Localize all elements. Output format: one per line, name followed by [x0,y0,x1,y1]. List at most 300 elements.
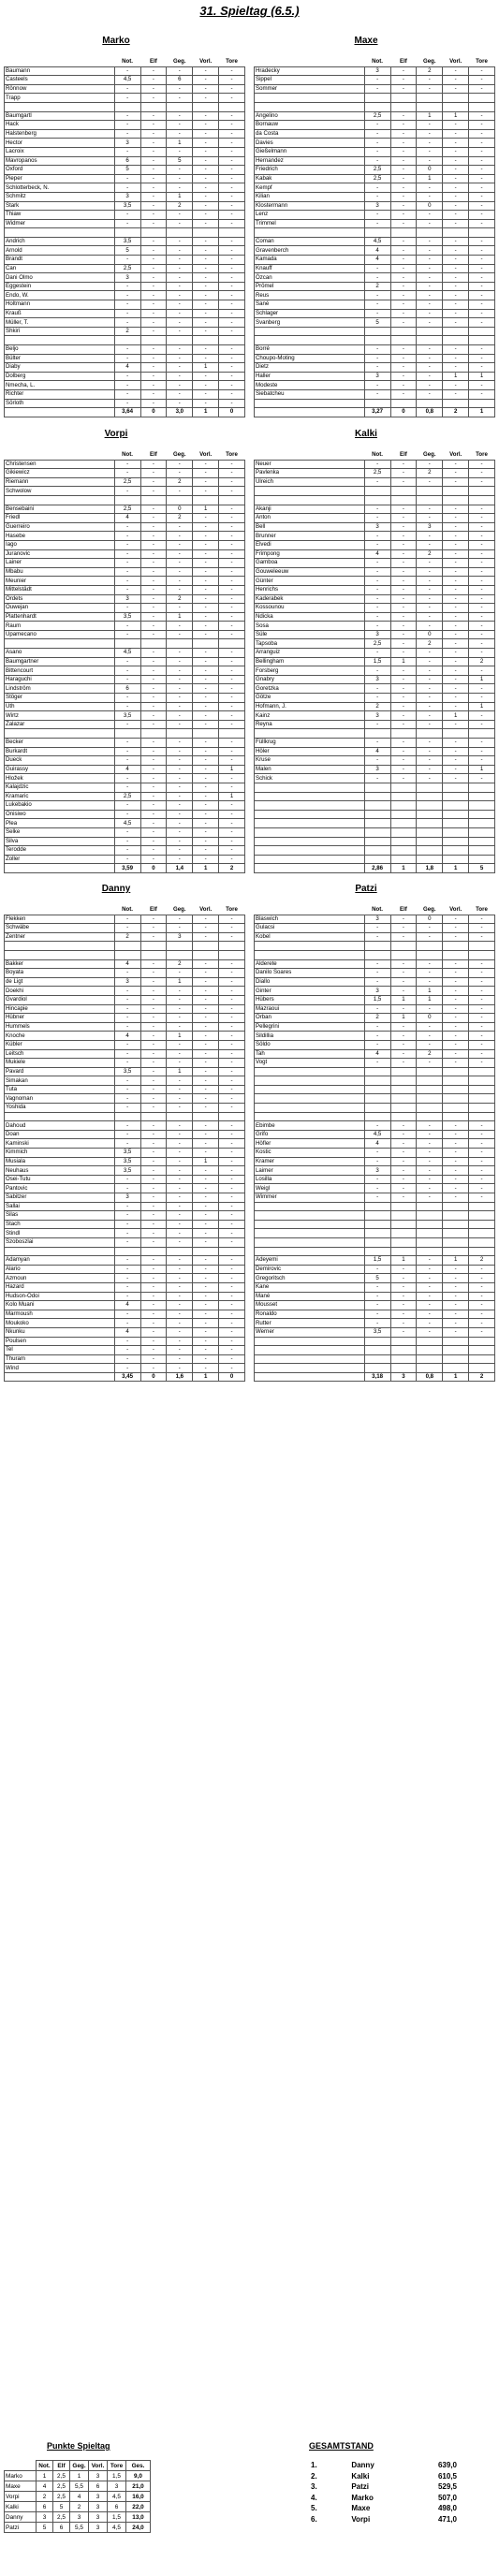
table-row [255,846,495,856]
value-cell [417,1067,443,1076]
sum-cell: 1,4 [167,864,193,873]
value-cell: - [469,987,495,996]
value-cell: - [114,532,140,541]
player-cell: Upamecano [5,630,115,639]
column-header: Elf [53,2461,70,2471]
value-cell: - [167,1274,193,1283]
value-cell: - [167,1256,193,1266]
value-cell: - [443,460,469,469]
value-cell: - [193,1104,219,1113]
value-cell: - [443,540,469,549]
player-cell: Stindl [5,1229,115,1238]
value-cell: - [364,774,390,783]
value-cell: - [417,363,443,373]
value-cell: - [364,739,390,748]
value-cell: - [219,1157,245,1166]
value-cell: - [390,675,417,684]
value-cell: - [469,915,495,924]
table-row [5,237,245,246]
player-cell: Plea [5,819,115,828]
player-cell: Haraguchi [5,675,115,684]
value-cell: - [443,139,469,148]
value-cell: - [219,147,245,156]
rank-cell: 3. [311,2482,317,2492]
player-cell: Hasebe [5,532,115,541]
value-cell: - [140,684,167,694]
table-row [255,942,495,951]
value-cell: 5,5 [70,2523,89,2533]
value-cell [443,1067,469,1076]
value-cell: - [364,1059,390,1068]
value-cell: - [219,183,245,193]
rank-cell: 4. [311,2493,317,2502]
value-cell: - [114,1337,140,1346]
value-cell: - [193,567,219,577]
value-cell: - [167,684,193,694]
player-cell: Neuhaus [5,1166,115,1176]
value-cell: - [417,932,443,942]
value-cell: - [140,1282,167,1292]
player-cell: Shkiri [5,327,115,336]
value-cell: - [469,211,495,220]
value-cell [443,1076,469,1086]
value-cell: - [140,924,167,933]
player-cell: Kramaric [5,792,115,801]
value-cell: - [390,1157,417,1166]
value-cell: 1,5 [364,657,390,666]
value-cell: - [167,1149,193,1158]
table-row [255,66,495,76]
value-cell: - [469,282,495,291]
table-row [5,1067,245,1076]
value-cell: - [219,1364,245,1373]
value-cell: - [443,1040,469,1049]
value-cell: - [193,924,219,933]
table-row [5,1265,245,1274]
value-cell: - [443,657,469,666]
player-cell: Brunner [255,532,365,541]
column-header: Not. [114,906,140,915]
table-row [5,1076,245,1086]
value-cell: - [114,147,140,156]
value-cell: 2 [114,932,140,942]
value-cell [443,94,469,103]
value-cell: - [469,969,495,978]
table-row [5,2471,151,2481]
value-cell: - [364,183,390,193]
value-cell: 3,5 [114,612,140,622]
table-row [5,702,245,711]
player-cell: Kilian [255,192,365,201]
value-cell: - [219,1040,245,1049]
value-cell: - [364,273,390,283]
value-cell: - [443,381,469,390]
value-cell: - [193,66,219,76]
value-cell: 1 [167,1032,193,1041]
player-cell: Gvardiol [5,995,115,1004]
value-cell: - [364,567,390,577]
table-row [5,246,245,256]
table-row [255,1237,495,1247]
value-cell: 2 [417,549,443,559]
value-cell: 1 [417,987,443,996]
value-cell: 4,5 [114,76,140,85]
sum-cell: 1 [469,408,495,417]
value-cell: - [443,684,469,694]
value-cell: - [469,1049,495,1059]
value-cell: - [364,585,390,594]
player-cell: Hradecky [255,66,365,76]
value-cell: - [193,1022,219,1032]
value-cell: - [219,1265,245,1274]
table-row [255,684,495,694]
player-cell: Ronaldo [255,1310,365,1319]
value-cell [390,1202,417,1211]
player-panel [254,36,495,417]
table-row [5,612,245,622]
table-row [5,532,245,541]
table-row [5,192,245,201]
player-cell: Knoche [5,1032,115,1041]
value-cell: - [390,84,417,94]
value-cell: - [417,291,443,300]
value-cell [390,1337,417,1346]
value-cell: - [219,121,245,130]
table-row [5,969,245,978]
value-cell: - [193,1032,219,1041]
value-cell: - [417,1256,443,1266]
value-cell: - [364,720,390,729]
value-cell: - [193,1237,219,1247]
value-cell: - [390,532,417,541]
value-cell: - [469,1166,495,1176]
value-cell: - [193,1067,219,1076]
value-cell: 0 [417,630,443,639]
value-cell: 3 [417,522,443,532]
value-cell: - [193,594,219,604]
player-cell [255,827,365,837]
value-cell: - [193,522,219,532]
value-cell: - [140,487,167,496]
value-cell: - [417,1310,443,1319]
player-cell: Hudson-Odoi [5,1292,115,1301]
table-row [5,666,245,676]
value-cell: - [417,1265,443,1274]
column-header: Tore [219,451,245,460]
value-cell: - [219,1014,245,1023]
value-cell: - [417,594,443,604]
value-cell: 1 [193,505,219,514]
table-row [255,121,495,130]
value-cell: 2,5 [364,111,390,121]
table-row [5,219,245,228]
sum-cell: 3,59 [114,864,140,873]
value-cell: - [167,1157,193,1166]
player-cell: Casteels [5,76,115,85]
value-cell: - [193,1364,219,1373]
punkte-spieltag-title: Punkte Spieltag [47,2441,110,2451]
value-cell: 6 [53,2523,70,2533]
table-row [5,774,245,783]
value-cell: - [114,1175,140,1184]
value-cell: - [443,969,469,978]
column-header: Tore [219,58,245,66]
table-row [255,1149,495,1158]
value-cell: - [219,66,245,76]
value-cell: - [219,219,245,228]
value-cell: 4 [364,549,390,559]
table-row [5,639,245,649]
value-cell: - [167,1265,193,1274]
value-cell: 3,5 [114,1157,140,1166]
player-cell: Andrich [5,237,115,246]
value-cell: - [443,129,469,139]
value-cell: - [219,1292,245,1301]
player-cell: Bensebaini [5,505,115,514]
value-cell: - [140,604,167,613]
value-cell: - [364,1004,390,1014]
table-row [255,1094,495,1104]
table-row [255,354,495,363]
table-row [5,1014,245,1023]
value-cell: - [469,995,495,1004]
value-cell: - [219,1166,245,1176]
player-cell: Eggestein [5,282,115,291]
column-header: Geg. [167,58,193,66]
value-cell: - [193,1202,219,1211]
value-cell: - [167,1014,193,1023]
value-cell: - [193,855,219,864]
value-cell: - [390,639,417,649]
value-cell: 1 [417,174,443,183]
player-cell: Plattenhardt [5,612,115,622]
table-row [255,1292,495,1301]
table-row [5,487,245,496]
value-cell: - [114,1139,140,1149]
value-cell: - [364,1310,390,1319]
value-cell: - [193,1004,219,1014]
column-header: Not. [114,58,140,66]
value-cell: - [219,192,245,201]
value-cell: - [469,1184,495,1193]
table-row [5,2523,151,2533]
player-cell: Kaminski [5,1139,115,1149]
value-cell: - [219,649,245,658]
value-cell: - [114,522,140,532]
value-cell: - [469,1022,495,1032]
value-cell: 3 [89,2492,108,2502]
value-cell: - [140,1059,167,1068]
value-cell: - [114,399,140,408]
table-row [5,336,245,345]
value-cell: 2 [469,657,495,666]
value-cell: - [364,756,390,766]
value-cell: - [219,264,245,273]
value-cell: - [390,1274,417,1283]
value-cell: - [443,1032,469,1041]
value-cell: - [443,264,469,273]
value-cell: - [114,1049,140,1059]
value-cell: 1 [193,363,219,373]
table-row [5,1104,245,1113]
value-cell: - [219,1094,245,1104]
value-cell: 6 [114,684,140,694]
player-cell [255,487,365,496]
value-cell: - [443,747,469,756]
table-row [5,156,245,166]
sum-cell: 2 [443,408,469,417]
value-cell: - [443,1274,469,1283]
value-cell: - [390,987,417,996]
value-cell [417,942,443,951]
value-cell [193,942,219,951]
value-cell: - [417,256,443,265]
value-cell: - [140,1265,167,1274]
sum-cell: 0 [140,408,167,417]
value-cell: - [193,219,219,228]
value-cell: - [390,174,417,183]
value-cell: - [140,702,167,711]
sum-cell: 2 [469,1372,495,1382]
value-cell: - [417,1175,443,1184]
rank-cell: 6. [311,2514,317,2524]
value-cell: 5 [114,166,140,175]
value-cell: - [167,1175,193,1184]
value-cell: - [193,514,219,523]
value-cell: - [443,1184,469,1193]
value-cell: - [219,84,245,94]
value-cell: 0 [167,505,193,514]
value-cell: - [167,577,193,586]
value-cell: - [140,1301,167,1310]
player-cell: Mousset [255,1301,365,1310]
value-cell: 3,5 [364,1327,390,1337]
value-cell: - [469,622,495,631]
value-cell: - [390,264,417,273]
player-cell: Tah [255,1049,365,1059]
table-row [5,94,245,103]
value-cell: - [390,201,417,211]
value-cell: - [390,765,417,774]
value-cell: 3 [114,139,140,148]
value-cell: - [417,924,443,933]
value-cell: - [364,211,390,220]
value-cell: - [140,345,167,355]
value-cell: - [140,969,167,978]
value-cell: - [443,1292,469,1301]
table-row [5,372,245,381]
player-cell: Pieper [5,174,115,183]
value-cell: - [193,246,219,256]
rank-cell: 1. [311,2461,317,2470]
value-cell: - [193,174,219,183]
value-cell: - [140,837,167,846]
value-cell: - [417,264,443,273]
value-cell: - [114,354,140,363]
value-cell: - [193,1059,219,1068]
value-cell: - [114,540,140,549]
player-cell: Mané [255,1292,365,1301]
value-cell [417,1346,443,1355]
value-cell: - [390,66,417,76]
value-cell [364,801,390,811]
column-header: Elf [390,58,417,66]
player-cell: Hložek [5,774,115,783]
value-cell: - [390,211,417,220]
value-cell: - [140,1094,167,1104]
table-row [255,1067,495,1076]
value-cell: - [219,318,245,328]
value-cell: - [219,1282,245,1292]
table-row [5,567,245,577]
value-cell: - [219,1301,245,1310]
value-cell: - [167,363,193,373]
value-cell: - [140,612,167,622]
value-cell: - [390,1032,417,1041]
value-cell: - [364,1022,390,1032]
value-cell: - [390,959,417,969]
table-row [255,345,495,355]
value-cell: - [167,291,193,300]
value-cell [364,1067,390,1076]
value-cell: - [443,1049,469,1059]
table-row [255,1059,495,1068]
value-cell [390,1211,417,1221]
value-cell: - [193,1282,219,1292]
value-cell: - [193,1130,219,1139]
player-cell: Hübner [5,1014,115,1023]
value-cell: - [469,147,495,156]
value-cell: - [193,540,219,549]
value-cell: - [443,192,469,201]
value-cell: - [443,577,469,586]
table-row [255,739,495,748]
player-cell: Juranovic [5,549,115,559]
value-cell: - [364,291,390,300]
value-cell: - [219,783,245,792]
value-cell: - [417,282,443,291]
standing-row [309,2481,459,2493]
value-cell: - [114,1364,140,1373]
value-cell: - [140,1256,167,1266]
value-cell: - [193,1049,219,1059]
table-row [5,675,245,684]
table-row [5,389,245,399]
value-cell: - [364,1040,390,1049]
value-cell: - [140,792,167,801]
value-cell: - [469,1301,495,1310]
value-cell: - [390,372,417,381]
table-row [255,228,495,238]
value-cell: - [167,694,193,703]
value-cell: - [390,1184,417,1193]
value-cell: - [469,604,495,613]
value-cell: - [140,147,167,156]
value-cell: - [114,211,140,220]
value-cell: - [193,765,219,774]
player-name: Patzi [355,884,377,894]
value-cell: - [390,747,417,756]
value-cell: - [443,630,469,639]
table-row [5,2481,151,2492]
table-row [5,1354,245,1364]
value-cell: - [114,549,140,559]
value-cell: - [140,300,167,310]
table-row [5,2492,151,2502]
value-cell: - [219,477,245,487]
player-cell: Kübler [5,1040,115,1049]
value-cell: 2 [167,201,193,211]
